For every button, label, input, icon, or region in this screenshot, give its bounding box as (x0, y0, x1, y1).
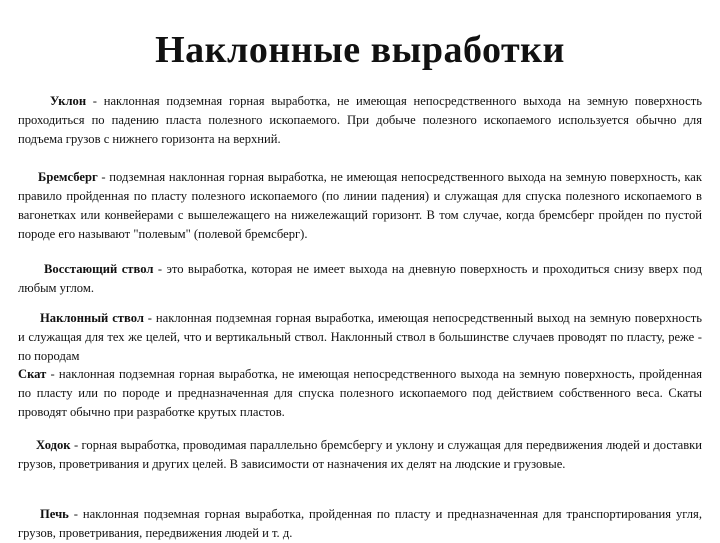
entry-term: Ходок (36, 438, 71, 452)
entry-definition: - наклонная подземная горная выработка, пройденная по пласту и предназначенная для транспортирования угля, грузов, проветривания, передвижения людей и т. д. (18, 507, 702, 540)
entry-term: Восстающий ствол (44, 262, 154, 276)
entry-skat (18, 365, 702, 422)
entry-uklon (18, 92, 702, 149)
entry-term: Уклон (50, 94, 87, 108)
entry-term: Скат (18, 367, 47, 381)
entry-pech (18, 505, 702, 543)
entry-definition: - наклонная подземная горная выработка, не имеющая непосредственного выхода на земную поверхность проходиться по падению пласта полезного ископаемого. При добыче полезного ископаемого используется обычно для подъема грузов с нижнего горизонта на верхний. (18, 94, 702, 146)
page-title: Наклонные выработки (155, 29, 565, 71)
entry-bremsberg (18, 168, 702, 244)
entry-khodok (18, 436, 702, 474)
entry-definition: - горная выработка, проводимая параллельно бремсбергу и уклону и служащая для передвижения людей и доставки грузов, проветривания и других целей. В зависимости от назначения их делят на людские и грузовые. (18, 438, 702, 471)
entry-definition: - наклонная подземная горная выработка, не имеющая непосредственного выхода на земную поверхность, пройденная по пласту или по породе и предназначенная для спуска полезного ископаемого под действием собственного веса. Скаты проводят обычно при разработке крутых пластов. (18, 367, 702, 419)
entry-term: Наклонный ствол (40, 311, 144, 325)
entry-term: Бремсберг (38, 170, 98, 184)
entry-definition: - это выработка, которая не имеет выхода на дневную поверхность и проходиться снизу вверх под любым углом. (18, 262, 702, 295)
entry-vosstayushchiy-stvol (18, 260, 702, 298)
entry-definition: - подземная наклонная горная выработка, не имеющая непосредственного выхода на земную поверхность, как правило пройденная по пласту полезного ископаемого (по линии падения) и служащая для спуска полезного ископаемого в вагонетках или конвейерами с вышележащего на нижележащий горизонт. В том случае, когда бремсберг пройден по пустой породе его называют "полевым" (полевой бремсберг). (18, 170, 702, 241)
entry-definition: - наклонная подземная горная выработка, имеющая непосредственный выход на земную поверхность и служащая для тех же целей, что и вертикальный ствол. Наклонный ствол в большинстве случаев проводят по пласту, реже - по породам (18, 311, 702, 363)
entry-term: Печь (40, 507, 69, 521)
entry-naklonnyy-stvol (18, 309, 702, 366)
